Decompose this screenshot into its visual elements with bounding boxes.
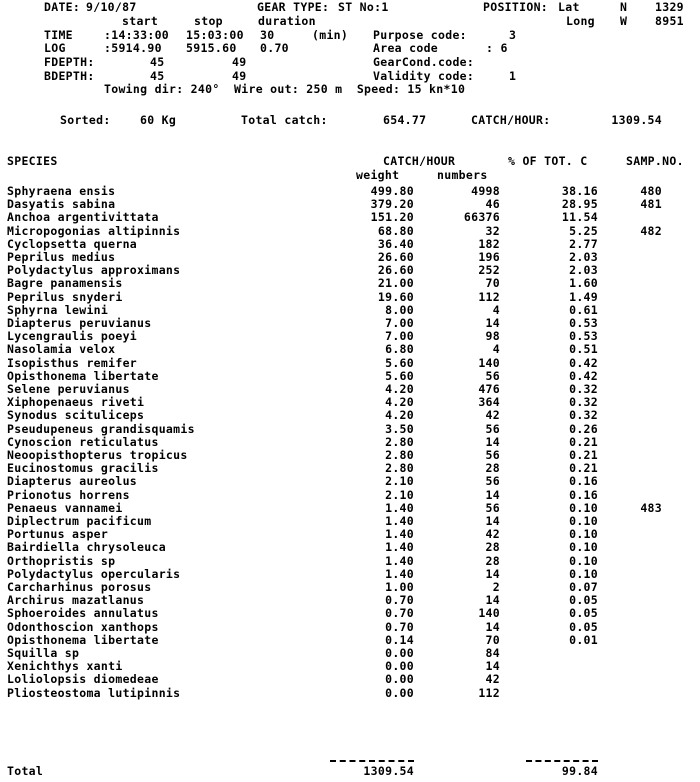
total-label: Total — [7, 764, 44, 778]
pct-value: 0.16 — [569, 487, 598, 502]
fdepth-start: 45 — [150, 55, 165, 69]
pct-value: 38.16 — [561, 184, 598, 198]
pct-total-rule — [526, 760, 598, 762]
total-pct: 99.84 — [561, 764, 598, 778]
weight-value: 4.20 — [385, 408, 414, 423]
pct-value: 11.54 — [561, 210, 598, 225]
numbers-value: 42 — [485, 672, 500, 687]
pct-value: 0.10 — [569, 514, 598, 528]
pct-value: 0.10 — [569, 527, 598, 542]
numbers-value: 14 — [485, 659, 500, 674]
time-label: TIME — [44, 28, 73, 42]
pct-value: 0.01 — [569, 632, 598, 647]
species-name: Portunus asper — [7, 527, 109, 542]
weight-value: 5.60 — [385, 368, 414, 383]
weight-value: 19.60 — [377, 289, 414, 304]
pct-header: % OF TOT. C — [508, 154, 588, 168]
species-name: Carcharhinus porosus — [7, 580, 152, 594]
numbers-value: 2 — [492, 580, 500, 594]
date-label: DATE: — [44, 0, 81, 14]
weight-value: 5.60 — [385, 355, 414, 370]
samp-value: 483 — [640, 500, 662, 515]
pct-value: 0.10 — [569, 540, 598, 555]
weight-value: 499.80 — [370, 184, 414, 198]
pct-value: 0.21 — [569, 434, 598, 449]
col-stop-label: stop — [194, 14, 223, 28]
weight-value: 2.80 — [385, 434, 414, 449]
numbers-value: 14 — [485, 316, 500, 330]
pct-value: 0.21 — [569, 448, 598, 462]
species-name: Sphyraena ensis — [7, 184, 116, 198]
numbers-value: 476 — [478, 382, 500, 396]
numbers-value: 70 — [485, 632, 500, 647]
pct-value: 0.05 — [569, 593, 598, 608]
pct-value: 0.32 — [569, 382, 598, 396]
weight-value: 0.00 — [385, 646, 414, 660]
samp-value: 480 — [640, 184, 662, 198]
gear-type-label: GEAR TYPE: — [257, 0, 330, 14]
bdepth-label: BDEPTH: — [44, 69, 95, 83]
samp-header: SAMP.NO. — [626, 154, 684, 168]
pct-value: 0.05 — [569, 619, 598, 634]
pct-value: 1.49 — [569, 289, 598, 304]
weight-value: 2.80 — [385, 461, 414, 476]
numbers-value: 70 — [485, 276, 500, 291]
pct-value: 0.05 — [569, 606, 598, 621]
weight-value: 26.60 — [377, 263, 414, 278]
weight-total-rule — [330, 760, 414, 762]
species-name: Pliosteostoma lutipinnis — [7, 685, 181, 700]
log-label: LOG — [44, 41, 66, 55]
log-duration: 0.70 — [260, 41, 289, 55]
weight-value: 2.10 — [385, 474, 414, 489]
fdepth-label: FDEPTH: — [44, 55, 95, 69]
col-duration-label: duration — [258, 14, 316, 28]
species-name: Diapterus peruvianus — [7, 316, 152, 330]
purpose-code-label: Purpose code: — [373, 28, 467, 42]
weight-value: 0.00 — [385, 685, 414, 700]
numbers-value: 112 — [478, 289, 500, 304]
catch-hour-value: 1309.54 — [611, 113, 662, 127]
fdepth-stop: 49 — [232, 55, 247, 69]
towing-info: Towing dir: 240° Wire out: 250 m Speed: 15 kn*10 — [104, 82, 466, 96]
pct-value: 0.21 — [569, 461, 598, 476]
pct-value: 0.32 — [569, 408, 598, 423]
numbers-value: 4 — [492, 342, 500, 357]
bdepth-stop: 49 — [232, 69, 247, 83]
weight-value: 1.40 — [385, 553, 414, 568]
species-name: Eucinostomus gracilis — [7, 461, 159, 476]
numbers-value: 28 — [485, 540, 500, 555]
species-name: Pseudupeneus grandisquamis — [7, 421, 195, 436]
numbers-value: 84 — [485, 646, 500, 660]
numbers-value: 56 — [485, 421, 500, 436]
species-name: Orthopristis sp — [7, 553, 116, 568]
numbers-value: 252 — [478, 263, 500, 278]
species-name: Cynoscion reticulatus — [7, 434, 159, 449]
weight-value: 3.50 — [385, 421, 414, 436]
weight-value: 2.80 — [385, 448, 414, 462]
weight-value: 2.10 — [385, 487, 414, 502]
species-name: Neoopisthopterus tropicus — [7, 448, 188, 462]
weight-value: 1.40 — [385, 527, 414, 542]
weight-value: 7.00 — [385, 329, 414, 344]
species-name: Dasyatis sabina — [7, 197, 116, 212]
time-unit: (min) — [312, 28, 349, 42]
weight-value: 1.40 — [385, 514, 414, 528]
pct-value: 5.25 — [569, 223, 598, 238]
samp-value: 481 — [640, 197, 662, 212]
weight-value: 4.20 — [385, 382, 414, 396]
numbers-value: 56 — [485, 500, 500, 515]
lat-dir: N — [620, 0, 628, 14]
weight-value: 4.20 — [385, 395, 414, 410]
pct-value: 0.42 — [569, 368, 598, 383]
weight-value: 0.70 — [385, 593, 414, 608]
area-code-value: : 6 — [486, 41, 508, 55]
log-start: :5914.90 — [104, 41, 162, 55]
numbers-value: 14 — [485, 593, 500, 608]
species-name: Micropogonias altipinnis — [7, 223, 181, 238]
numbers-value: 140 — [478, 355, 500, 370]
numbers-value: 98 — [485, 329, 500, 344]
weight-value: 26.60 — [377, 250, 414, 264]
weight-value: 0.70 — [385, 606, 414, 621]
numbers-value: 42 — [485, 527, 500, 542]
pct-value: 2.03 — [569, 263, 598, 278]
pct-value: 2.03 — [569, 250, 598, 264]
weight-value: 21.00 — [377, 276, 414, 291]
position-label: POSITION: — [483, 0, 549, 14]
species-name: Prionotus horrens — [7, 487, 130, 502]
species-name: Squilla sp — [7, 646, 80, 660]
numbers-value: 28 — [485, 461, 500, 476]
weight-value: 1.00 — [385, 580, 414, 594]
numbers-value: 66376 — [463, 210, 500, 225]
species-name: Odonthoscion xanthops — [7, 619, 159, 634]
weight-value: 1.40 — [385, 500, 414, 515]
numbers-value: 182 — [478, 236, 500, 251]
gearcond-code-label: GearCond.code: — [373, 55, 475, 69]
pct-value: 0.61 — [569, 302, 598, 317]
pct-value: 0.42 — [569, 355, 598, 370]
species-name: Bagre panamensis — [7, 276, 123, 291]
long-value: 8951 — [655, 14, 684, 28]
numbers-value: 14 — [485, 434, 500, 449]
species-name: Xenichthys xanti — [7, 659, 123, 674]
weight-value: 0.14 — [385, 632, 414, 647]
weight-value: 6.80 — [385, 342, 414, 357]
numbers-value: 14 — [485, 514, 500, 528]
species-name: Lycengraulis poeyi — [7, 329, 138, 344]
validity-code-label: Validity code: — [373, 69, 475, 83]
pct-value: 0.10 — [569, 500, 598, 515]
numbers-value: 14 — [485, 566, 500, 581]
pct-value: 0.51 — [569, 342, 598, 357]
bdepth-start: 45 — [150, 69, 165, 83]
numbers-value: 46 — [485, 197, 500, 212]
numbers-value: 112 — [478, 685, 500, 700]
time-stop: 15:03:00 — [186, 28, 244, 42]
samp-value: 482 — [640, 223, 662, 238]
weight-value: 1.40 — [385, 566, 414, 581]
validity-code-value: 1 — [509, 69, 517, 83]
lat-value: 1329 — [655, 0, 684, 14]
species-name: Diplectrum pacificum — [7, 514, 152, 528]
species-name: Xiphopenaeus riveti — [7, 395, 145, 410]
species-name: Synodus scituliceps — [7, 408, 145, 423]
sorted-label: Sorted: — [60, 113, 111, 127]
species-name: Polydactylus opercularis — [7, 566, 181, 581]
total-catch-label: Total catch: — [241, 113, 328, 127]
numbers-value: 14 — [485, 619, 500, 634]
purpose-code-value: 3 — [509, 28, 517, 42]
pct-value: 1.60 — [569, 276, 598, 291]
pct-value: 0.10 — [569, 553, 598, 568]
weight-value: 0.00 — [385, 659, 414, 674]
time-duration: 30 — [260, 28, 275, 42]
species-name: Isopisthus remifer — [7, 355, 138, 370]
weight-value: 0.00 — [385, 672, 414, 687]
numbers-value: 42 — [485, 408, 500, 423]
species-name: Archirus mazatlanus — [7, 593, 145, 608]
weight-value: 0.70 — [385, 619, 414, 634]
weight-value: 8.00 — [385, 302, 414, 317]
species-name: Opisthonema libertate — [7, 368, 159, 383]
numbers-value: 140 — [478, 606, 500, 621]
time-start: :14:33:00 — [104, 28, 170, 42]
numbers-value: 28 — [485, 553, 500, 568]
species-name: Opisthonema libertate — [7, 632, 159, 647]
numbers-value: 56 — [485, 448, 500, 462]
weight-value: 7.00 — [385, 316, 414, 330]
weight-value: 1.40 — [385, 540, 414, 555]
pct-value: 0.16 — [569, 474, 598, 489]
numbers-value: 196 — [478, 250, 500, 264]
total-weight: 1309.54 — [363, 764, 414, 778]
catch-hour-label: CATCH/HOUR: — [471, 113, 551, 127]
area-code-label: Area code — [373, 41, 439, 55]
species-name: Sphoeroides annulatus — [7, 606, 159, 621]
species-name: Bairdiella chrysoleuca — [7, 540, 166, 555]
pct-value: 0.53 — [569, 316, 598, 330]
numbers-value: 56 — [485, 474, 500, 489]
col-start-label: start — [122, 14, 159, 28]
species-name: Nasolamia velox — [7, 342, 116, 357]
species-name: Penaeus vannamei — [7, 500, 123, 515]
numbers-value: 14 — [485, 487, 500, 502]
numbers-value: 56 — [485, 368, 500, 383]
lat-label: Lat — [558, 0, 580, 14]
numbers-value: 4 — [492, 302, 500, 317]
catch-hour-header: CATCH/HOUR — [383, 154, 456, 168]
long-dir: W — [620, 14, 628, 28]
log-stop: 5915.60 — [186, 41, 237, 55]
pct-value: 2.77 — [569, 236, 598, 251]
total-catch-value: 654.77 — [383, 113, 427, 127]
pct-value: 28.95 — [561, 197, 598, 212]
species-name: Diapterus aureolus — [7, 474, 138, 489]
pct-value: 0.32 — [569, 395, 598, 410]
species-name: Anchoa argentivittata — [7, 210, 159, 225]
pct-value: 0.26 — [569, 421, 598, 436]
numbers-value: 4998 — [471, 184, 500, 198]
weight-value: 68.80 — [377, 223, 414, 238]
numbers-header: numbers — [437, 168, 488, 182]
species-header: SPECIES — [7, 154, 58, 168]
species-name: Polydactylus approximans — [7, 263, 181, 278]
numbers-value: 364 — [478, 395, 500, 410]
weight-header: weight — [356, 168, 400, 182]
weight-value: 36.40 — [377, 236, 414, 251]
numbers-value: 32 — [485, 223, 500, 238]
weight-value: 151.20 — [370, 210, 414, 225]
long-label: Long — [566, 14, 595, 28]
pct-value: 0.07 — [569, 580, 598, 594]
gear-type-value: ST No:1 — [338, 0, 389, 14]
species-name: Sphyrna lewini — [7, 302, 109, 317]
pct-value: 0.10 — [569, 566, 598, 581]
species-name: Peprilus snyderi — [7, 289, 123, 304]
species-name: Peprilus medius — [7, 250, 116, 264]
species-name: Selene peruvianus — [7, 382, 130, 396]
sorted-value: 60 Kg — [140, 113, 177, 127]
date-value: 9/10/87 — [86, 0, 137, 14]
pct-value: 0.53 — [569, 329, 598, 344]
weight-value: 379.20 — [370, 197, 414, 212]
species-name: Loliolopsis diomedeae — [7, 672, 159, 687]
species-name: Cyclopsetta querna — [7, 236, 138, 251]
